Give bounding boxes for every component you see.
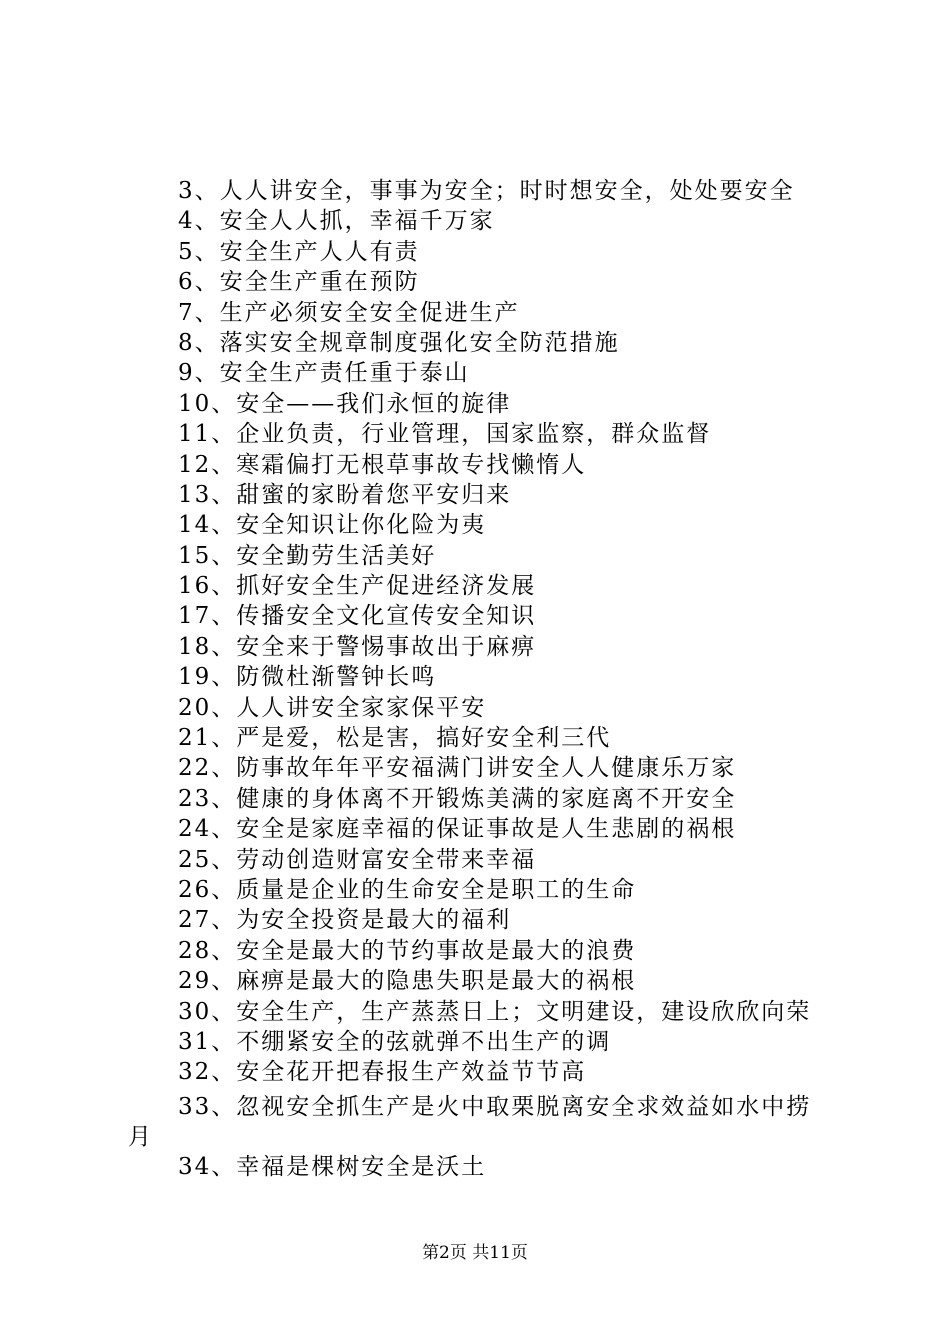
list-item: 18、安全来于警惕事故出于麻痹 — [178, 633, 537, 660]
list-item: 12、寒霜偏打无根草事故专找懒惰人 — [178, 451, 587, 478]
list-item: 29、麻痹是最大的隐患失职是最大的祸根 — [178, 968, 637, 995]
list-item-33-continuation: 月 — [128, 1124, 153, 1151]
list-item: 30、安全生产，生产蒸蒸日上；文明建设，建设欣欣向荣 — [178, 998, 812, 1025]
list-item: 23、健康的身体离不开锻炼美满的家庭离不开安全 — [178, 785, 737, 812]
list-item: 24、安全是家庭幸福的保证事故是人生悲剧的祸根 — [178, 816, 737, 843]
list-item: 5、安全生产人人有责 — [178, 238, 420, 265]
list-item: 10、安全——我们永恒的旋律 — [178, 390, 512, 417]
list-item: 26、质量是企业的生命安全是职工的生命 — [178, 876, 637, 903]
list-item: 32、安全花开把春报生产效益节节高 — [178, 1059, 587, 1086]
list-item: 19、防微杜渐警钟长鸣 — [178, 664, 437, 691]
list-item: 8、落实安全规章制度强化安全防范措施 — [178, 329, 620, 356]
list-item: 3、人人讲安全，事事为安全；时时想安全，处处要安全 — [178, 178, 795, 204]
list-item: 7、生产必须安全安全促进生产 — [178, 299, 520, 326]
list-item: 14、安全知识让你化险为夷 — [178, 512, 487, 539]
slogan-list — [178, 176, 858, 1088]
list-item: 17、传播安全文化宣传安全知识 — [178, 603, 537, 630]
list-item: 28、安全是最大的节约事故是最大的浪费 — [178, 937, 637, 964]
list-item-34: 34、幸福是棵树安全是沃土 — [178, 1154, 487, 1180]
list-item: 25、劳动创造财富安全带来幸福 — [178, 846, 537, 873]
list-item: 22、防事故年年平安福满门讲安全人人健康乐万家 — [178, 755, 737, 782]
list-item: 9、安全生产责任重于泰山 — [178, 360, 470, 387]
list-item: 31、不绷紧安全的弦就弹不出生产的调 — [178, 1028, 612, 1055]
list-item: 15、安全勤劳生活美好 — [178, 542, 437, 569]
list-item: 13、甜蜜的家盼着您平安归来 — [178, 481, 512, 508]
list-item: 27、为安全投资是最大的福利 — [178, 907, 512, 934]
list-item-33 — [128, 1092, 848, 1153]
list-item: 20、人人讲安全家家保平安 — [178, 694, 487, 721]
list-item: 4、安全人人抓，幸福千万家 — [178, 208, 495, 235]
list-item: 6、安全生产重在预防 — [178, 269, 420, 296]
list-item: 16、抓好安全生产促进经济发展 — [178, 573, 537, 600]
list-item-33-first-line: 33、忽视安全抓生产是火中取栗脱离安全求效益如水中捞 — [178, 1094, 812, 1120]
page-number-footer: 第2页 共11页 — [422, 1243, 528, 1263]
list-item: 21、严是爱，松是害，搞好安全利三代 — [178, 725, 612, 752]
list-item: 11、企业负责，行业管理，国家监察，群众监督 — [178, 421, 712, 448]
